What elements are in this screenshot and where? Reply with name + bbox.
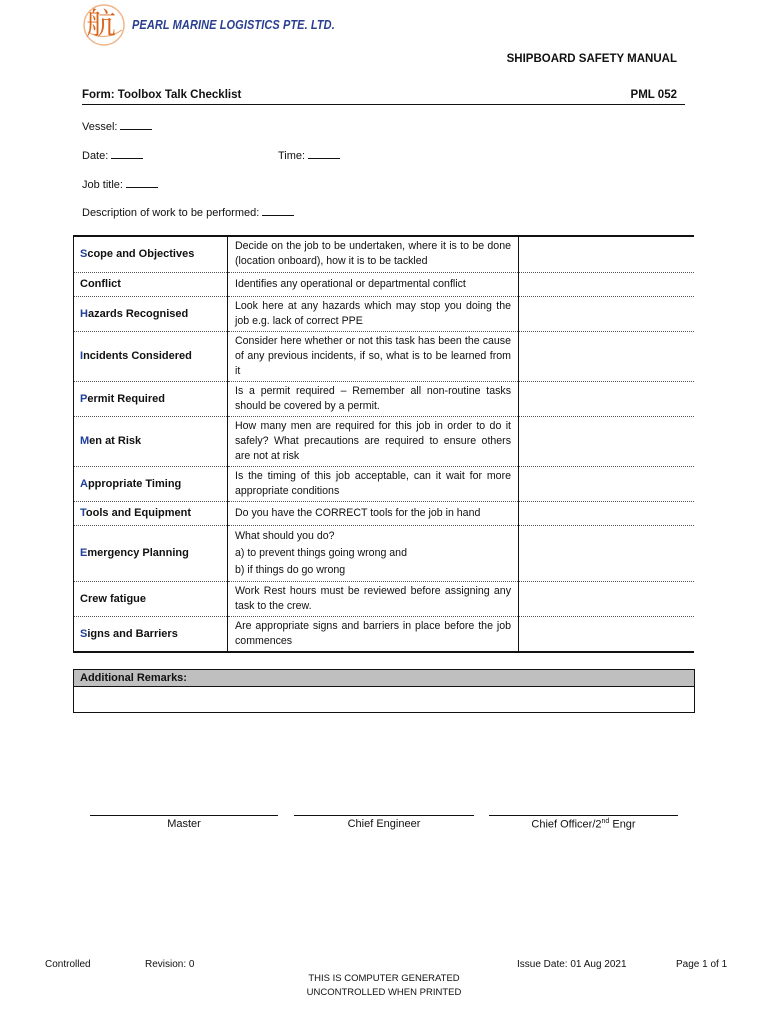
topic-initial: P bbox=[80, 392, 88, 405]
vessel-blank[interactable] bbox=[120, 120, 152, 130]
master-label: Master bbox=[167, 818, 201, 830]
description-blank[interactable] bbox=[262, 206, 294, 216]
checklist-row bbox=[74, 466, 695, 501]
description-line: a) to prevent things going wrong and bbox=[235, 546, 407, 559]
chief-officer-label-sup: nd bbox=[601, 818, 610, 825]
footer-note-line2: UNCONTROLLED WHEN PRINTED bbox=[306, 987, 462, 998]
checklist-response-cell[interactable] bbox=[519, 272, 695, 296]
checklist-topic bbox=[74, 272, 228, 296]
company-name: PEARL MARINE LOGISTICS PTE. LTD. bbox=[132, 18, 335, 32]
description-line: b) if things do go wrong bbox=[235, 563, 346, 576]
checklist-row bbox=[74, 616, 695, 652]
checklist-topic bbox=[74, 236, 228, 272]
checklist-topic bbox=[74, 416, 228, 466]
checklist-description: How many men are required for this job in order to do it safely? What precautions are required to ensure others are not at risk bbox=[228, 416, 519, 466]
checklist-row bbox=[74, 296, 695, 331]
topic-initial: I bbox=[80, 350, 84, 362]
vessel-field[interactable] bbox=[82, 120, 152, 133]
job-title-label: Job title: bbox=[82, 179, 123, 191]
chief-officer-label-suffix: Engr bbox=[609, 818, 636, 831]
topic-initial: T bbox=[80, 507, 86, 519]
remarks-label: Additional Remarks: bbox=[74, 670, 694, 687]
checklist-row bbox=[74, 331, 695, 381]
date-blank[interactable] bbox=[111, 149, 143, 159]
description-field[interactable] bbox=[82, 206, 294, 219]
master-signature-line[interactable] bbox=[90, 815, 278, 816]
logo-glyph: 航 bbox=[86, 7, 116, 42]
toolbox-checklist-table bbox=[73, 235, 694, 653]
chief-engineer-signature-line[interactable] bbox=[294, 815, 474, 816]
footer-note-line1: THIS IS COMPUTER GENERATED bbox=[308, 973, 460, 984]
time-field[interactable] bbox=[278, 149, 340, 162]
checklist-topic bbox=[74, 296, 228, 331]
topic-initial: S bbox=[80, 248, 88, 261]
checklist-row bbox=[74, 525, 695, 581]
topic-initial: S bbox=[80, 627, 88, 640]
job-title-blank[interactable] bbox=[126, 178, 158, 188]
time-label: Time: bbox=[278, 150, 306, 162]
topic-label: ermit Required bbox=[87, 392, 165, 405]
footer-page-number: Page 1 of 1 bbox=[676, 959, 728, 970]
topic-label: ppropriate Timing bbox=[87, 477, 182, 490]
checklist-response-cell[interactable] bbox=[519, 296, 695, 331]
form-title: Form: Toolbox Talk Checklist bbox=[82, 89, 242, 101]
checklist-row bbox=[74, 236, 695, 272]
topic-label: cope and Objectives bbox=[87, 248, 195, 261]
checklist-row bbox=[74, 272, 695, 296]
topic-label: igns and Barriers bbox=[87, 627, 178, 640]
topic-initial: H bbox=[80, 307, 88, 320]
checklist-row bbox=[74, 501, 695, 525]
manual-title: SHIPBOARD SAFETY MANUAL bbox=[506, 53, 677, 65]
time-blank[interactable] bbox=[308, 149, 340, 159]
checklist-response-cell[interactable] bbox=[519, 616, 695, 652]
checklist-row bbox=[74, 416, 695, 466]
chief-officer-signature-line[interactable] bbox=[489, 815, 678, 816]
vessel-label: Vessel: bbox=[82, 121, 118, 133]
checklist-response-cell[interactable] bbox=[519, 501, 695, 525]
topic-initial: A bbox=[80, 477, 88, 490]
checklist-topic bbox=[74, 525, 228, 581]
checklist-description bbox=[228, 525, 519, 581]
checklist-topic bbox=[74, 381, 228, 416]
chief-officer-label bbox=[489, 818, 678, 831]
chief-engineer-label: Chief Engineer bbox=[347, 818, 421, 830]
topic-label: en at Risk bbox=[89, 435, 142, 447]
checklist-response-cell[interactable] bbox=[519, 331, 695, 381]
title-divider bbox=[82, 104, 685, 105]
footer-issue-date: Issue Date: 01 Aug 2021 bbox=[517, 959, 627, 970]
checklist-description: Work Rest hours must be reviewed before assigning any task to the crew. bbox=[228, 581, 519, 616]
checklist-topic bbox=[74, 581, 228, 616]
topic-label: ncidents Considered bbox=[83, 350, 192, 362]
checklist-response-cell[interactable] bbox=[519, 416, 695, 466]
checklist-response-cell[interactable] bbox=[519, 581, 695, 616]
description-label: Description of work to be performed: bbox=[82, 207, 260, 219]
topic-initial: M bbox=[80, 435, 90, 447]
footer-revision: Revision: 0 bbox=[145, 959, 195, 970]
footer-controlled: Controlled bbox=[45, 959, 91, 970]
checklist-topic bbox=[74, 466, 228, 501]
checklist-description: Is a permit required – Remember all non-routine tasks should be covered by a permit. bbox=[228, 381, 519, 416]
checklist-topic bbox=[74, 616, 228, 652]
topic-initial: E bbox=[80, 547, 88, 559]
checklist-response-cell[interactable] bbox=[519, 381, 695, 416]
topic-label: Conflict bbox=[80, 278, 121, 290]
checklist-row bbox=[74, 581, 695, 616]
topic-label: mergency Planning bbox=[87, 547, 189, 559]
checklist-topic bbox=[74, 501, 228, 525]
topic-label: Crew fatigue bbox=[80, 592, 147, 605]
checklist-description: Consider here whether or not this task has been the cause of any previous incidents, if so, what is to be learned from it bbox=[228, 331, 519, 381]
checklist-response-cell[interactable] bbox=[519, 525, 695, 581]
checklist-description: Do you have the CORRECT tools for the job in hand bbox=[228, 501, 519, 525]
checklist-description: Are appropriate signs and barriers in place before the job commences bbox=[228, 616, 519, 652]
checklist-description: Is the timing of this job acceptable, can it wait for more appropriate conditions bbox=[228, 466, 519, 501]
ship-logo-icon bbox=[82, 2, 128, 48]
chief-officer-label-text: Chief Officer/2 bbox=[531, 818, 602, 831]
checklist-description: Look here at any hazards which may stop you doing the job e.g. lack of correct PPE bbox=[228, 296, 519, 331]
date-field[interactable] bbox=[82, 149, 143, 162]
job-title-field[interactable] bbox=[82, 178, 158, 191]
date-label: Date: bbox=[82, 150, 109, 162]
additional-remarks-box[interactable] bbox=[73, 669, 695, 713]
form-code: PML 052 bbox=[630, 89, 677, 101]
checklist-description: Decide on the job to be undertaken, where it is to be done (location onboard), how it is to be tackled bbox=[228, 236, 519, 272]
checklist-row bbox=[74, 381, 695, 416]
topic-label: azards Recognised bbox=[87, 307, 189, 320]
topic-label: ools and Equipment bbox=[85, 507, 192, 519]
company-logo bbox=[82, 2, 342, 48]
checklist-description: Identifies any operational or departmental conflict bbox=[228, 272, 519, 296]
checklist-response-cell[interactable] bbox=[519, 236, 695, 272]
description-line: What should you do? bbox=[235, 529, 335, 542]
checklist-response-cell[interactable] bbox=[519, 466, 695, 501]
checklist-topic bbox=[74, 331, 228, 381]
